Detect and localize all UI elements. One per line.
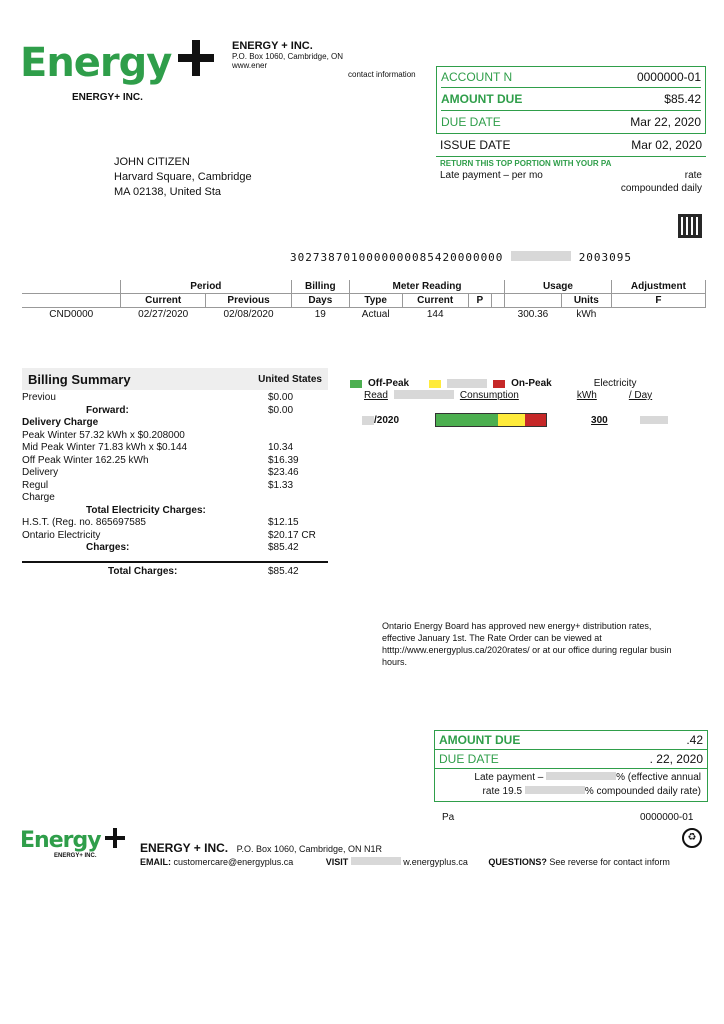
billing-line (22, 467, 328, 480)
stub-late-1: Late payment – (474, 772, 544, 783)
kwh-col: kWh (576, 390, 597, 401)
billing-line-label: Delivery (22, 467, 59, 478)
meter-reading-header: Meter Reading (349, 280, 504, 294)
reading-type: Actual (361, 309, 390, 320)
billing-line-label: Charges: (86, 542, 130, 553)
footer-web[interactable]: w.energyplus.ca (403, 857, 468, 867)
barcode-end: 2003095 (578, 251, 633, 264)
billing-line-value (268, 505, 328, 518)
stub-late-1b: % (effective annual (616, 772, 701, 783)
billing-line (22, 542, 328, 555)
footer-visit-label: VISIT (325, 857, 349, 867)
billing-line-label: Ontario Electricity (22, 529, 101, 541)
footer-address: P.O. Box 1060, Cambridge, ON N1R (236, 844, 383, 854)
billing-line-label: Charge (22, 492, 55, 503)
company-address: P.O. Box 1060, Cambridge, ON (232, 52, 344, 61)
payment-stub (434, 730, 708, 802)
billing-line (22, 480, 328, 493)
footer-email[interactable]: customercare@energyplus.ca (173, 857, 294, 867)
read-label: Read (364, 390, 388, 401)
meter-subheader-row (22, 294, 706, 308)
off-peak-segment (436, 414, 498, 426)
billing-line (22, 405, 328, 418)
customer-city: MA 02138, United Sta (114, 186, 222, 198)
previous-reading-header: P (468, 294, 491, 308)
account-box (436, 66, 706, 194)
billing-line (22, 455, 328, 468)
billing-line (22, 442, 328, 455)
company-header (232, 40, 416, 79)
consumption-label: Consumption (459, 390, 519, 401)
off-peak-legend: Off-Peak (368, 378, 410, 389)
notice-line3: htttp://www.energyplus.ca/2020rates/ or at our office during regular busin (382, 645, 672, 655)
amount-due-value: $85.42 (664, 92, 701, 106)
account-label: ACCOUNT N (441, 70, 513, 84)
current-period-header: Current (121, 294, 206, 308)
previous-date: 02/08/2020 (223, 309, 274, 320)
logo-text: Energy (20, 40, 172, 86)
billing-line-label: Total Electricity Charges: (86, 504, 206, 516)
billing-line-value: $20.17 CR (268, 529, 316, 541)
billing-line-label: Forward: (86, 404, 129, 416)
footer-logo (20, 828, 125, 859)
adjustment-header: Adjustment (611, 280, 705, 294)
billing-line-value: $0.00 (268, 392, 294, 403)
late-payment-rate: rate (684, 170, 702, 181)
customer-name: JOHN CITIZEN (114, 156, 190, 168)
footer-plus-icon (105, 828, 125, 848)
billing-line-label: Previou (22, 392, 56, 403)
billing-summary (22, 368, 328, 578)
billing-line-value: $23.46 (268, 467, 299, 478)
billing-lines (22, 390, 328, 555)
company-contact: contact information (348, 70, 416, 79)
billing-line (22, 392, 328, 405)
on-peak-segment (525, 414, 546, 426)
billing-line-label: Mid Peak Winter 71.83 kWh x $0.144 (22, 442, 188, 453)
billing-line (22, 517, 328, 530)
usage-header: Usage (505, 280, 612, 294)
footer-company-name: ENERGY + INC. (140, 841, 229, 855)
recycle-icon: ♻ (682, 828, 702, 848)
meter-id: CND0000 (49, 309, 94, 320)
customer-address (114, 155, 252, 200)
current-reading-header: Current (402, 294, 468, 308)
billing-header: Billing (291, 280, 349, 294)
company-logo (20, 40, 214, 86)
current-reading: 144 (426, 309, 444, 320)
days-header: Days (291, 294, 349, 308)
meter-header-row (22, 280, 706, 294)
billing-line-value: $1.33 (268, 479, 294, 491)
customer-street: Harvard Square, Cambridge (114, 171, 252, 183)
amount-due-label: AMOUNT DUE (441, 92, 523, 106)
per-day-col: / Day (628, 390, 653, 401)
notice-line4: hours. (382, 657, 408, 667)
barcode-line (290, 251, 632, 264)
billing-line-value: $12.15 (268, 517, 299, 528)
stub-late-2b: % compounded daily rate) (584, 786, 701, 797)
footer-logo-text: Energy (20, 828, 101, 853)
stub-due-value: . 22, 2020 (649, 752, 703, 766)
billing-line-value: $16.39 (268, 454, 299, 466)
stub-left-label: Pa (442, 812, 455, 823)
company-name: ENERGY + INC. (232, 40, 313, 52)
footer-email-label: EMAIL: (140, 857, 171, 867)
usage-stacked-bar (435, 413, 547, 427)
billing-line-value (268, 430, 328, 443)
billing-line-label: Delivery Charge (22, 417, 99, 428)
total-charges-row (22, 561, 328, 579)
total-charges-value: $85.42 (268, 565, 299, 577)
footer-logo-sub: ENERGY+ INC. (54, 853, 97, 859)
issue-date-label: ISSUE DATE (440, 138, 511, 152)
adjustment-subheader: F (611, 294, 705, 308)
notice-line2: effective January 1st. The Rate Order can be viewed at (382, 633, 602, 643)
stub-amount-label: AMOUNT DUE (439, 733, 521, 747)
late-payment-line1: Late payment – per mo (440, 170, 543, 181)
units-header: Units (561, 294, 611, 308)
due-date-label: DUE DATE (441, 115, 501, 129)
stub-amount-value: .42 (686, 733, 703, 747)
qr-code-icon (678, 214, 702, 238)
late-payment-line2: compounded daily (620, 183, 702, 194)
on-peak-swatch (493, 380, 505, 388)
current-date: 02/27/2020 (138, 309, 189, 320)
usage-units: kWh (576, 309, 597, 320)
total-charges-label: Total Charges: (108, 565, 178, 577)
due-date-value: Mar 22, 2020 (630, 115, 701, 129)
usage-row-kwh: 300 (591, 414, 608, 426)
meter-table (22, 280, 706, 321)
footer-info (140, 841, 670, 867)
off-peak-swatch (350, 380, 362, 388)
currency-note: United States (258, 373, 322, 385)
notice-line1: Ontario Energy Board has approved new energy+ distribution rates, (382, 621, 652, 631)
account-value: 0000000-01 (636, 70, 701, 84)
usage-chart (350, 378, 706, 427)
stub-account-value: 0000000-01 (640, 812, 694, 823)
billing-line (22, 530, 328, 543)
period-header: Period (121, 280, 292, 294)
billing-line-label: H.S.T. (Reg. no. 865697585 (22, 517, 146, 528)
billing-days: 19 (314, 309, 326, 320)
billing-line (22, 492, 328, 505)
meter-data-row (22, 308, 706, 322)
billing-line-value: 10.34 (268, 442, 294, 453)
on-peak-legend: On-Peak (511, 378, 552, 389)
barcode-text: 3027387010000000085420000000 (290, 251, 504, 264)
usage-value: 300.36 (517, 309, 549, 320)
stub-due-label: DUE DATE (439, 752, 499, 766)
footer-questions-label: QUESTIONS? (488, 857, 547, 867)
billing-line-value (268, 417, 328, 430)
billing-line (22, 417, 328, 430)
rate-notice (382, 620, 702, 668)
billing-line-label: Peak Winter 57.32 kWh x $0.208000 (22, 429, 185, 441)
stub-late-2: rate 19.5 (482, 786, 523, 797)
company-web: www.ener (232, 61, 268, 70)
billing-line (22, 505, 328, 518)
issue-date-value: Mar 02, 2020 (631, 138, 702, 152)
billing-line-label: Regul (22, 479, 49, 491)
footer-questions: See reverse for contact inform (549, 857, 670, 867)
plus-icon (178, 40, 214, 76)
billing-line-value (268, 492, 328, 505)
mid-peak-segment (498, 414, 526, 426)
mid-peak-swatch (429, 380, 441, 388)
billing-line-value: $0.00 (268, 404, 294, 416)
logo-subtitle: ENERGY+ INC. (72, 92, 143, 103)
previous-period-header: Previous (206, 294, 291, 308)
billing-line (22, 430, 328, 443)
type-header: Type (349, 294, 402, 308)
billing-line-label: Off Peak Winter 162.25 kWh (22, 454, 149, 466)
billing-summary-title: Billing Summary (28, 371, 131, 387)
billing-line-value: $85.42 (268, 542, 299, 553)
electricity-col: Electricity (593, 378, 637, 389)
usage-row-date: /2020 (374, 414, 400, 426)
return-note: RETURN THIS TOP PORTION WITH YOUR PA (440, 159, 612, 168)
